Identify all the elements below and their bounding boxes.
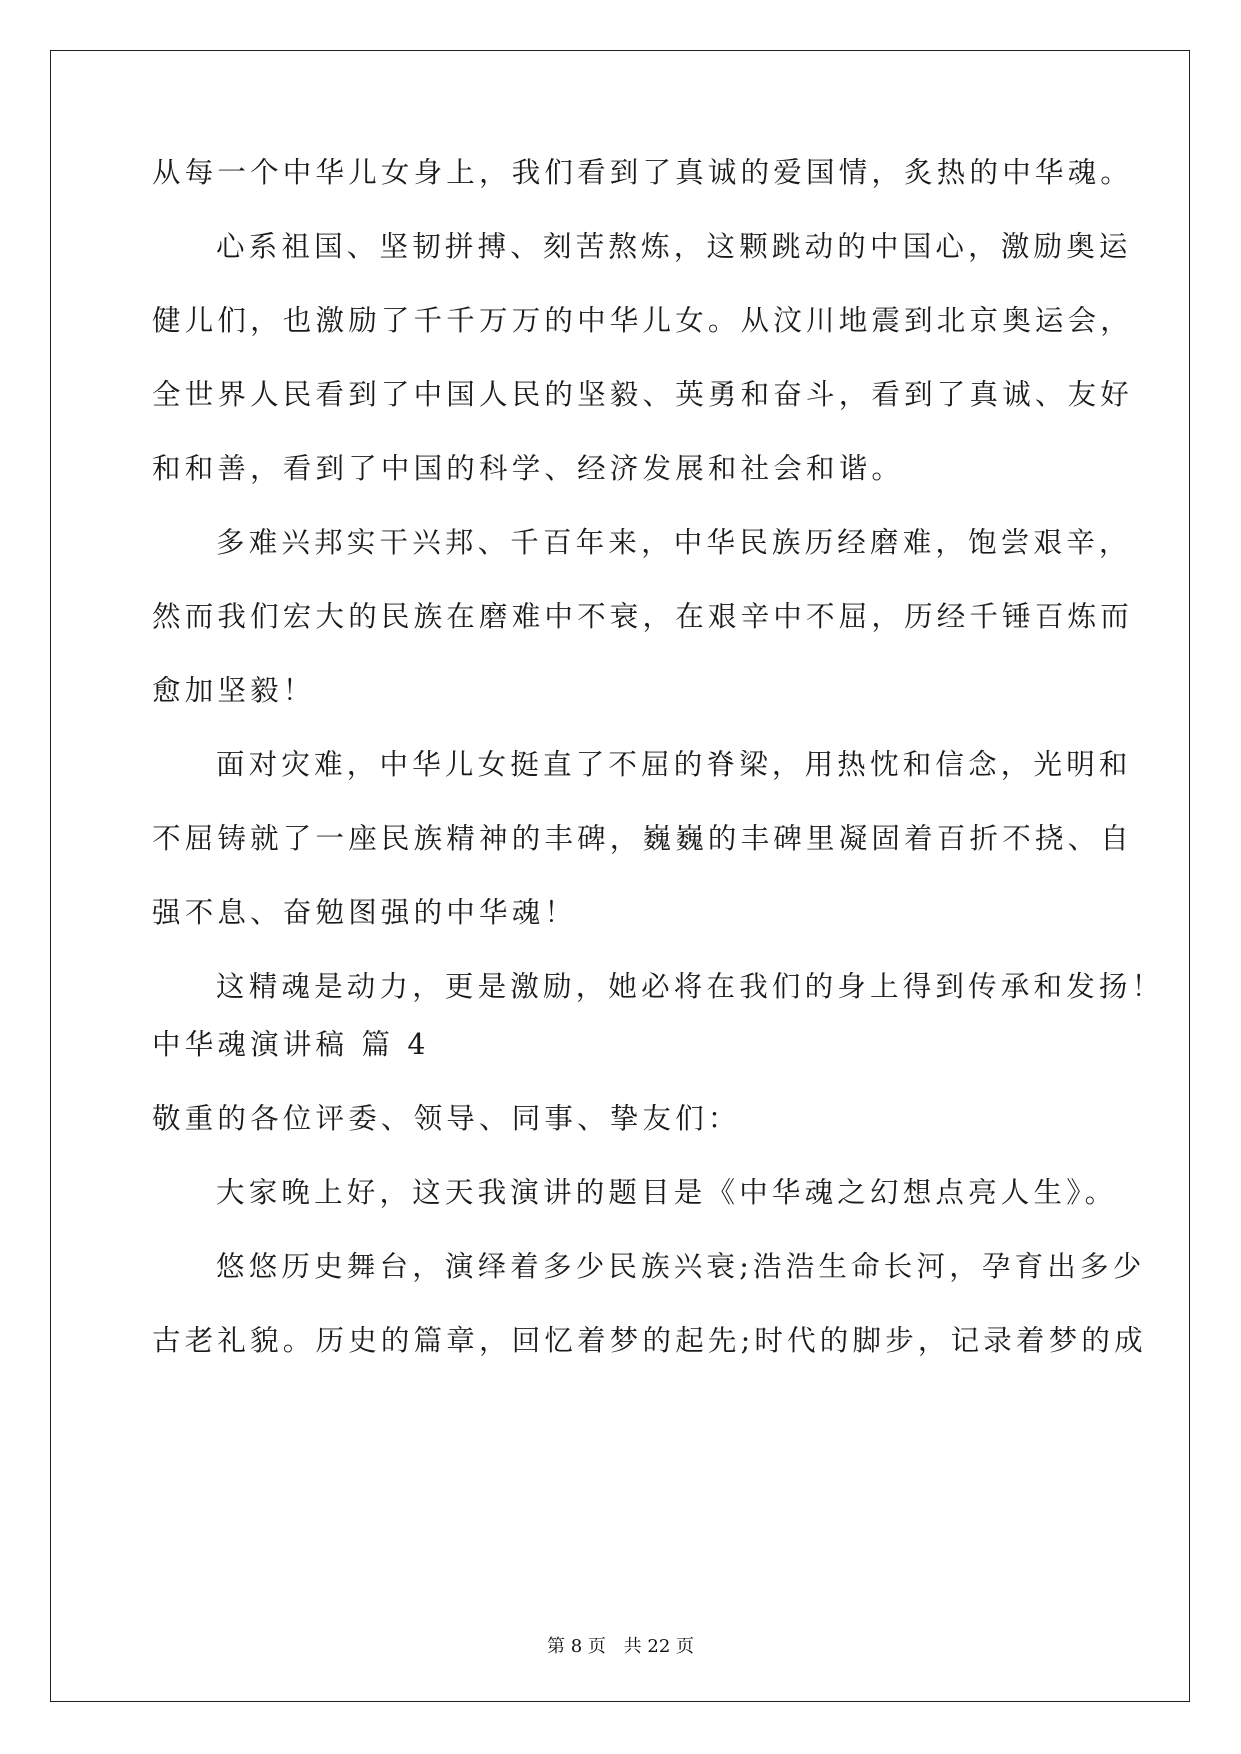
section-heading: 中华魂演讲稿 篇 4 [152,1028,430,1061]
text-line: 强不息、奋勉图强的中华魂！ [152,896,578,929]
text-line: 从每一个中华儿女身上，我们看到了真诚的爱国情，炙热的中华魂。 [152,156,1134,189]
text-line: 古老礼貌。历史的篇章，回忆着梦的起先;时代的脚步，记录着梦的成 [152,1324,1147,1357]
text-line: 健儿们，也激励了千千万万的中华儿女。从汶川地震到北京奥运会， [152,304,1134,337]
text-line: 全世界人民看到了中国人民的坚毅、英勇和奋斗，看到了真诚、友好 [152,378,1134,411]
text-line: 悠悠历史舞台，演绎着多少民族兴衰;浩浩生命长河，孕育出多少 [216,1250,1146,1283]
text-line: 多难兴邦实干兴邦、千百年来，中华民族历经磨难，饱尝艰辛， [216,526,1132,559]
page-total: 共 22 页 [623,1636,694,1657]
text-line: 大家晚上好，这天我演讲的题目是《中华魂之幻想点亮人生》。 [216,1176,1118,1209]
text-line: 和和善，看到了中国的科学、经济发展和社会和谐。 [152,452,905,485]
page-footer [0,1632,1241,1658]
salutation: 敬重的各位评委、领导、同事、挚友们： [152,1102,741,1135]
text-line: 心系祖国、坚韧拼搏、刻苦熬炼，这颗跳动的中国心，激励奥运 [216,230,1132,263]
text-line: 这精魂是动力，更是激励，她必将在我们的身上得到传承和发扬！ [216,970,1165,1003]
text-line: 然而我们宏大的民族在磨难中不衰，在艰辛中不屈，历经千锤百炼而 [152,600,1134,633]
text-line: 愈加坚毅！ [152,674,316,707]
page-border [50,50,1190,1702]
text-line: 面对灾难，中华儿女挺直了不屈的脊梁，用热忱和信念，光明和 [216,748,1132,781]
page-number: 第 8 页 [547,1636,606,1657]
text-line: 不屈铸就了一座民族精神的丰碑，巍巍的丰碑里凝固着百折不挠、自 [152,822,1134,855]
